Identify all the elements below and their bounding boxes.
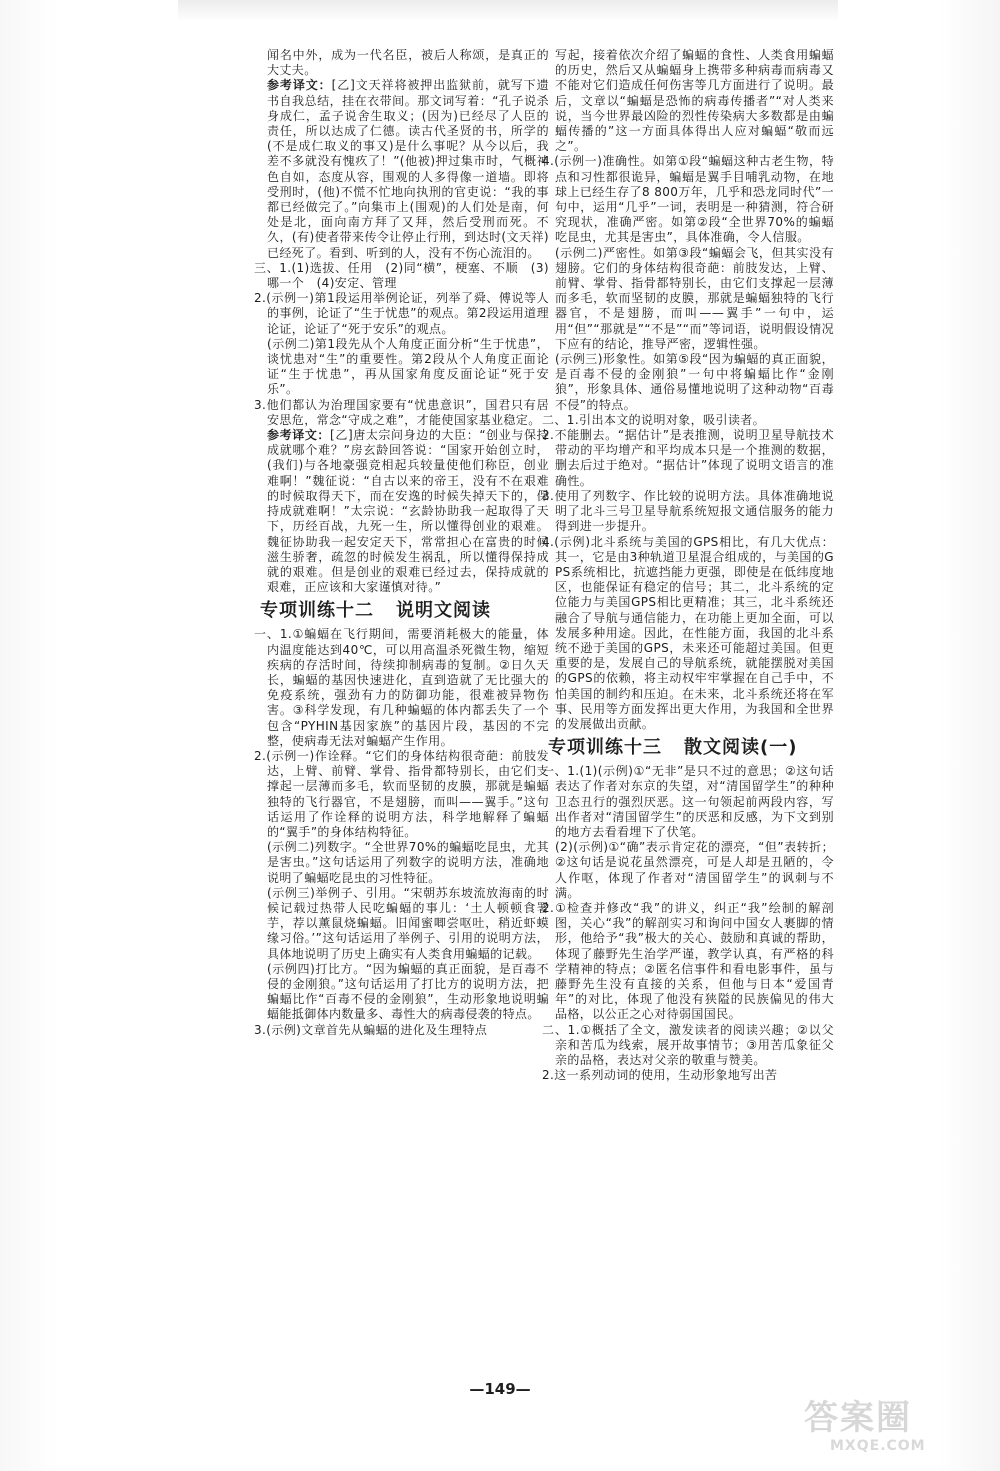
paragraph: 闻名中外，成为一代名臣，被后人称颂，是真正的大丈夫。 (267, 48, 549, 78)
right-column (542, 48, 834, 1083)
paragraph: 4.(示例)北斗系统与美国的GPS相比，有几大优点：其一，它是由3种轨道卫星混合组成的，与美国的GPS系统相比，抗遮挡能力更强，即使是在低纬度地区，也能保证有稳定的信号；其二，北斗系统的定位能力与美国GPS相比更精准；其三，北斗系统还融合了导航与通信能力，在功能上更加全面，可以发展多种用途。因此，在性能方面，我国的北斗系统不逊于美国的GPS，未来还可能超过美国。但更重要的是，发展自己的导航系统，就能摆脱对美国的GPS的依赖，将主动权牢牢掌握在自己手中，不怕美国的制约和压迫。在未来，北斗系统还将在军事、民用等方面发挥出更大作用，为我国和全世界的发展做出贡献。 (542, 534, 834, 731)
paragraph: (示例四)打比方。“因为蝙蝠的真正面貌，是百毒不侵的金刚狼。”这句话运用了打比方的说明方法，把蝙蝠比作“百毒不侵的金刚狼”，生动形象地说明蝙蝠能抵御体内数量多、毒性大的病毒侵袭的特点。 (267, 961, 549, 1022)
paragraph: (示例二)严密性。如第③段“蝙蝠会飞，但其实没有翅膀。它们的身体结构很奇葩：前肢发达，上臂、前臂、掌骨、指骨都特别长，由它们支撑起一层薄而多毛，软而坚韧的皮膜，那就是蝙蝠独特的飞行器官，不是翅膀，而叫——翼手”一句中，运用“但”“那就是”“不是”“而”等词语，说明假设情况下应有的结论，推导严密，逻辑性强。 (555, 245, 834, 351)
section-heading (260, 598, 549, 624)
paragraph: 三、1.(1)选拔、任用 (2)同“横”，梗塞、不顺 (3)哪一个 (4)安定、管理 (254, 260, 549, 291)
section-heading-number: 专项训练十二 (260, 600, 374, 622)
section-heading (548, 735, 834, 761)
section-heading-title: 散文阅读(一) (684, 737, 798, 759)
left-column (254, 48, 549, 1038)
paragraph: (2)(示例)①“确”表示肯定花的漂亮，“但”表转折；②这句话是说花虽然漂亮，可是人却是丑陋的，令人作呕，体现了作者对“清国留学生”的讽刺与不满。 (555, 840, 834, 900)
paragraph: 3.使用了列数字、作比较的说明方法。具体准确地说明了北斗三号卫星导航系统短报文通信服务的能力得到进一步提升。 (542, 488, 834, 534)
reference-translation-label: 参考译文： (267, 428, 331, 443)
paragraph: (示例二)列数字。“全世界70%的蝙蝠吃昆虫，尤其是害虫。”这句话运用了列数字的说明方法，准确地说明了蝙蝠吃昆虫的习性特征。 (267, 840, 549, 885)
section-heading-number: 专项训练十三 (548, 737, 662, 759)
paragraph: 写起，接着依次介绍了蝙蝠的食性、人类食用蝙蝠的历史，然后又从蝙蝠身上携带多种病毒而病毒又不能对它们造成任何伤害等几方面进行了说明。最后，文章以“蝙蝠是恐怖的病毒传播者”“对人类来说，当今世界最凶险的烈性传染病大多数都是由蝙蝠传播的”这一方面具体得出人应对蝙蝠“敬而远之”。 (555, 48, 834, 154)
paragraph (254, 428, 549, 595)
paragraph: 一、1.(1)(示例)①“无非”是只不过的意思；②这句话表达了作者对东京的失望，对“清国留学生”的种种卫态丑行的强烈厌恶。这一句领起前两段内容，写出作者对“清国留学生”的厌恶和反感，为下文到别的地方去看看埋下了伏笔。 (542, 764, 834, 839)
paragraph: 2.(示例一)作诠释。“它们的身体结构很奇葩：前肢发达，上臂、前臂、掌骨、指骨都特别长，由它们支撑起一层薄而多毛，软而坚韧的皮膜，那就是蝙蝠独特的飞行器官，不是翅膀，而叫——翼手。”这句话运用了作诠释的说明方法，科学地解释了蝙蝠的“翼手”的身体结构特征。 (254, 748, 549, 839)
section-heading-title: 说明文阅读 (396, 600, 491, 622)
paragraph-text: [乙]文天祥将被押出监狱前，就写下遗书自我总结，挂在衣带间。那文词写着：“孔子说杀身成仁，孟子说舍生取义；(因为)已经尽了人臣的责任，所以达成了仁德。读古代圣贤的书，所学的(不是成仁取义的事又)是什么事呢？从今以后，我差不多就没有愧疚了！”(他被)押过集市时，气概神色自如，态度从容，围观的人多得像一道墙。即将受刑时，(他)不慌不忙地向执刑的官吏说：“我的事都已经做完了。”向集市上(围观)的人们处是南，何处是北，面向南方拜了又拜，然后受刑而死。不久，(有)使者带来传令让停止行刑，到达时(文天祥)已经死了。看到、听到的人，没有不伤心流泪的。 (267, 78, 549, 260)
paragraph: (示例二)第1段先从个人角度正面分析“生于忧患”，谈忧患对“生”的重要性。第2段从个人角度正面论证“生于忧患”，再从国家角度反面论证“死于安乐”。 (267, 336, 549, 397)
watermark-logo (800, 1390, 980, 1460)
paragraph: (示例三)形象性。如第⑤段“因为蝙蝠的真正面貌，是百毒不侵的金刚狼”一句中将蝙蝠比作“金刚狼”，形象具体、通俗易懂地说明了这种动物“百毒不侵”的特点。 (555, 352, 834, 412)
paragraph: 二、1.引出本文的说明对象，吸引读者。 (542, 412, 766, 427)
paragraph-text: [乙]唐太宗问身边的大臣：“创业与保持成就哪个难？”房玄龄回答说：“国家开始创立时，(我们)与各地豪强竞相起兵较量使他们称臣，创业难啊！”魏征说：“自古以来的帝王，没有不在艰难的时候取得天下，而在安逸的时候失掉天下的，保持成就难啊！”太宗说：“玄龄协助我一起取得了天下，历经百战，九死一生，所以懂得创业的艰难。魏征协助我一起安定天下，常常担心在富贵的时候滋生骄奢，疏忽的时候发生祸乱，所以懂得保持成就的艰难。但是创业的艰难已经过去，保持成就的艰难，正应该和大家谨慎对待。” (267, 428, 549, 595)
paragraph: 二、1.①概括了全文，激发读者的阅读兴趣；②以父亲和苦瓜为线索，展开故事情节；③用苦瓜象征父亲的品格，表达对父亲的敬重与赞美。 (542, 1022, 834, 1067)
watermark-text: 答案圈 (804, 1398, 912, 1438)
paragraph: 4.(示例一)准确性。如第①段“蝙蝠这种古老生物，特点和习性都很诡异，蝙蝠是翼手目哺乳动物，在地球上已经生存了8 800万年，几乎和恐龙同时代”一句中，运用“几乎”一词，表明是一种猜测，符合研究现状，准确严密。如第②段“全世界70%的蝙蝠吃昆虫，尤其是害虫”，具体准确，令人信服。 (542, 154, 834, 245)
paragraph: 3.他们都认为治理国家要有“忧患意识”，国君只有居安思危，常念“守成之难”，才能使国家基业稳定。 (254, 397, 549, 427)
page-number: —149— (469, 1380, 531, 1398)
scan-shadow (178, 0, 838, 22)
paragraph: 2.这一系列动词的使用，生动形象地写出苦 (542, 1068, 778, 1083)
paragraph: (示例三)举例子、引用。“宋朝苏东坡流放海南的时候记载过热带人民吃蝙蝠的事儿：‘土人顿顿食署芋，荐以薰鼠烧蝙蝠。旧闻蜜唧尝呕吐，稍近虾蟆缘习俗。’”这句话运用了举例子、引用的说明方法，具体地说明了历史上确实有人类食用蝙蝠的记载。 (267, 885, 549, 961)
paragraph: 3.(示例)文章首先从蝙蝠的进化及生理特点 (254, 1022, 488, 1037)
reference-translation-label: 参考译文： (267, 78, 332, 93)
paragraph: 一、1.①蝙蝠在飞行期间，需要消耗极大的能量，体内温度能达到40℃，可以用高温杀死微生物，缩短疾病的存活时间，待续抑制病毒的复制。②日久天长，蝙蝠的基因快速进化，直到造就了无比强大的免疫系统，强劲有力的防御功能，很难被异物伤害。③科学发现，有几种蝙蝠的体内都丢失了一个包含“PYHIN基因家族”的基因片段，基因的不完整，使病毒无法对蝙蝠产生作用。 (254, 627, 549, 748)
paragraph: 2.①检查并修改“我”的讲义，纠正“我”绘制的解剖图，关心“我”的解剖实习和询问中国女人裹脚的情形，他给予“我”极大的关心、鼓励和真诚的帮助，体现了藤野先生治学严谨，教学认真，有严格的科学精神的特点；②匿名信事件和看电影事件，虽与藤野先生没有直接的关系，但他与日本“爱国青年”的对比，体现了他没有狭隘的民族偏见的伟大品格，以公正之心对待弱国国民。 (542, 900, 834, 1022)
paragraph: 2.(示例一)第1段运用举例论证，列举了舜、傅说等人的事例，论证了“生于忧患”的观点。第2段运用道理论证，论证了“死于安乐”的观点。 (254, 291, 549, 336)
paragraph: 2.不能删去。“据估计”是表推测，说明卫星导航技术带动的平均增产和平均成本只是一个推测的数据，删去后过于绝对。“据估计”体现了说明文语言的准确性。 (542, 428, 834, 488)
paragraph (254, 78, 549, 260)
watermark-url: MXQE.COM (830, 1438, 926, 1454)
